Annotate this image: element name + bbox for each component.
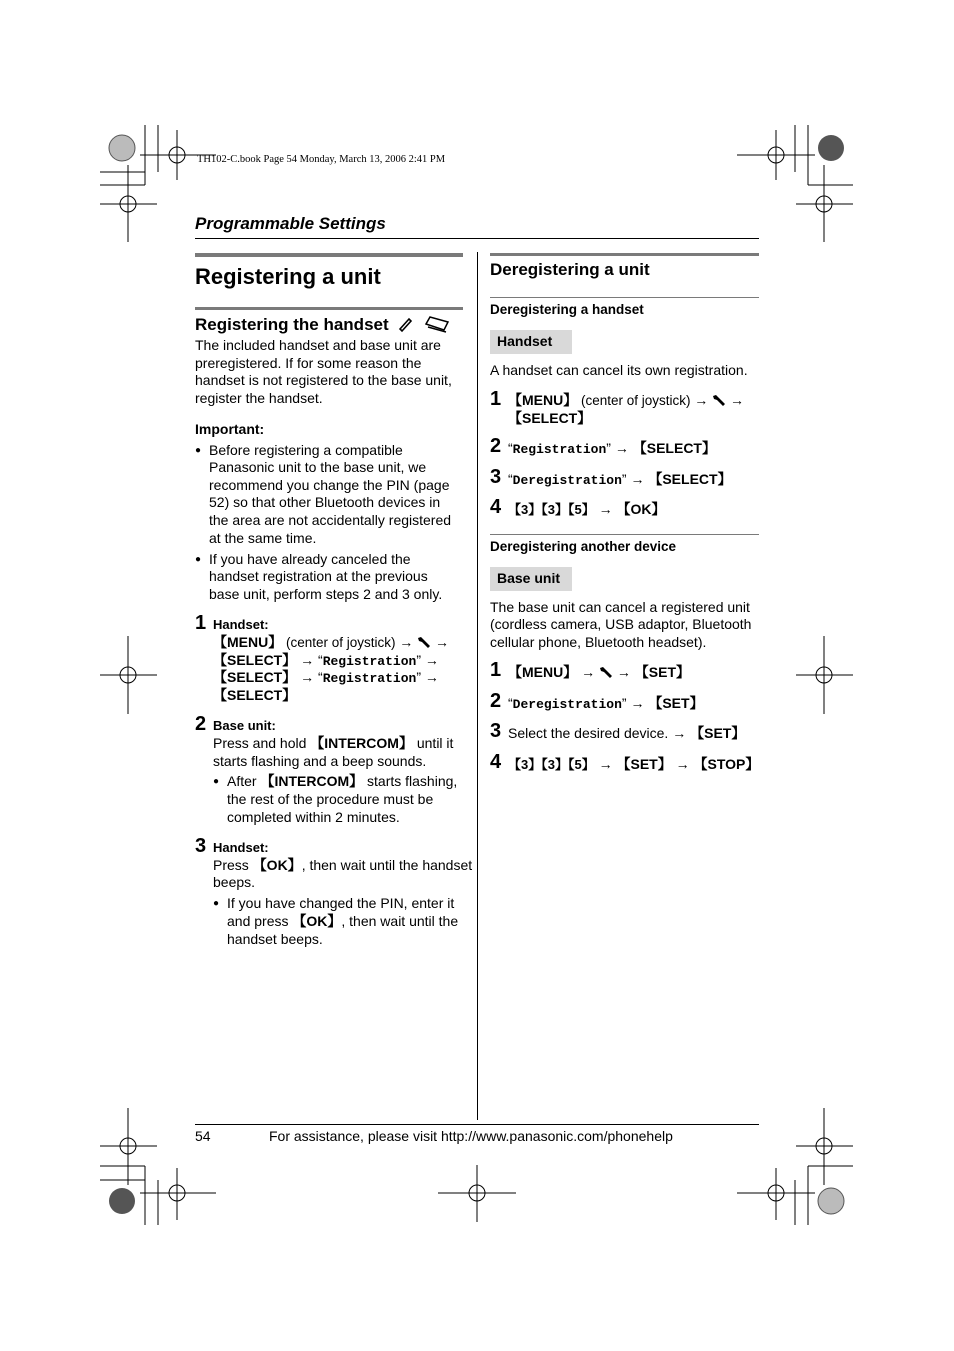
open-quote: “ [508,440,513,456]
subsection-title: Deregistering a handset [490,302,644,317]
center-text: (center of joystick) [577,393,695,408]
menu-key: 【MENU】 [508,392,578,408]
step1-line-4 [213,687,296,705]
step-label: Base unit: [213,718,276,733]
text: After [227,773,261,789]
arrow-icon: → [300,652,315,668]
step-number: 3 [195,835,207,857]
select-key: 【SELECT】 [508,410,592,426]
step3-line-1 [213,857,472,875]
arrow-icon: → [730,392,745,408]
bullet-icon: ● [213,898,220,909]
keypad-keys: 【3】【3】【5】 [508,757,595,772]
menu-item-registration: Registration [322,654,417,669]
b-step3 [508,725,745,743]
h-step4 [508,501,665,519]
arrow-icon: → [399,634,414,650]
close-quote: ” [621,695,627,711]
b-step4 [508,756,759,774]
important-1-line-5: the area are not accidentally registered [209,512,452,528]
step3-bullet-line-3: handset beeps. [227,931,323,947]
arrow-icon: → [598,501,613,517]
step-number: 4 [490,751,502,773]
b-step2 [508,695,704,714]
page-number: 54 [195,1128,211,1144]
menu-item-registration: Registration [512,442,607,457]
intercom-key: 【INTERCOM】 [260,773,364,789]
subsection-title: Deregistering another device [490,539,677,554]
intro-line-2: preregistered. If for some reason the [195,355,422,371]
open-quote: “ [508,695,513,711]
menu-item-registration: Registration [322,671,417,686]
important-1-line-2: Panasonic unit to the base unit, we [209,459,427,475]
step2-bullet-line-2: the rest of the procedure must be [227,791,434,807]
section-title: Deregistering a unit [490,260,650,279]
close-quote: ” [606,440,611,456]
ok-key: 【OK】 [252,857,302,873]
h-step2 [508,440,716,459]
step2-line-2: starts flashing and a beep sounds. [213,753,427,769]
step-number: 1 [490,388,502,410]
step2-bullet-line-3: completed within 2 minutes. [227,809,400,825]
important-2-line-3: base unit, perform steps 2 and 3 only. [209,586,443,602]
arrow-icon: → [424,652,439,668]
intro-line-3: handset is not registered to the base unit, [195,372,452,388]
arrow-icon: → [424,669,439,685]
ok-key: 【OK】 [616,501,666,517]
menu-key: 【MENU】 [508,664,578,680]
step-number: 3 [490,720,502,742]
arrow-icon: → [614,440,629,456]
important-2-line-2: handset registration at the previous [209,568,428,584]
important-label: Important: [195,421,265,437]
step-number: 2 [490,690,502,712]
step-number: 2 [490,435,502,457]
keypad-keys: 【3】【3】【5】 [508,502,595,517]
important-1-line-4: 52) so that other Bluetooth devices in [209,494,441,510]
arrow-icon: → [694,392,709,408]
text: Press [213,857,253,873]
arrow-icon: → [672,725,687,741]
handset-tag: Handset [490,330,572,354]
close-quote: ” [621,471,627,487]
step3-bullet-line-1: If you have changed the PIN, enter it [227,895,455,911]
step2-bullet-line-1 [227,773,457,791]
set-key: 【SET】 [648,695,704,711]
running-head: Programmable Settings [195,214,386,233]
page-title: Registering a unit [195,264,381,289]
step2-line-1 [213,735,453,753]
open-quote: “ [318,669,323,685]
subtitle-rule [195,307,463,310]
intro-line-1: The included handset and base unit are [195,337,441,353]
arrow-icon: → [435,634,450,650]
bullet-icon: ● [195,554,202,565]
column-divider [477,252,478,1120]
book-header: TH102-C.book Page 54 Monday, March 13, 2006 2:41 PM [197,154,446,165]
important-2-line-1: If you have already canceled the [209,551,411,567]
title-rule [195,253,463,257]
select-key: 【SELECT】 [213,669,297,685]
b-step1 [508,664,690,682]
section-subtitle [195,314,440,335]
step-number: 1 [195,612,207,634]
sub-rule [490,534,759,535]
step-label: Handset: [213,840,269,855]
close-quote: ” [416,669,421,685]
text: , then wait until the [341,913,459,929]
arrow-icon: → [598,756,613,772]
step-number: 1 [490,659,502,681]
open-quote: “ [508,471,513,487]
wrench-icon [599,666,613,678]
step-label: Handset: [213,617,269,632]
wrench-icon [417,636,431,648]
set-key: 【SET】 [690,725,746,741]
step-number: 4 [490,496,502,518]
footer-text: For assistance, please visit http://www.panasonic.com/phonehelp [269,1128,673,1144]
right-title-rule [490,253,759,256]
open-quote: “ [318,652,323,668]
intro-line-4: register the handset. [195,390,323,406]
step1-line-1 [213,634,449,652]
intercom-key: 【INTERCOM】 [310,735,413,751]
step1-line-2 [213,652,439,671]
h-step1-line-2 [508,410,591,428]
base-desc-line-1: The base unit can cancel a registered unit [490,599,750,615]
bullet-icon: ● [195,445,202,456]
ok-key: 【OK】 [292,913,342,929]
wrench-icon [712,394,726,406]
arrow-icon: → [616,664,631,680]
h-step1-line-1 [508,392,744,410]
arrow-icon: → [300,669,315,685]
base-unit-tag: Base unit [490,567,572,591]
arrow-icon: → [581,664,596,680]
sub-rule [490,297,759,298]
step1-line-3 [213,669,439,688]
center-text: (center of joystick) [282,635,400,650]
handset-desc: A handset can cancel its own registration. [490,362,748,378]
subtitle-text: Registering the handset [195,315,389,334]
arrow-icon: → [675,756,690,772]
text: until it [412,735,454,751]
menu-item-deregistration: Deregistration [512,697,622,712]
select-key: 【SELECT】 [648,471,732,487]
text: and press [227,913,293,929]
close-quote: ” [416,652,421,668]
select-key: 【SELECT】 [213,652,297,668]
important-1-line-3: recommend you change the PIN (page [209,477,450,493]
menu-item-deregistration: Deregistration [512,473,622,488]
important-1-line-6: at the same time. [209,530,317,546]
set-key: 【SET】 [616,756,672,772]
set-key: 【SET】 [634,664,691,680]
text: starts flashing, [363,773,458,789]
base-desc-line-2: (cordless camera, USB adaptor, Bluetooth [490,616,752,632]
step3-line-2: beeps. [213,874,256,890]
stop-key: 【STOP】 [693,756,760,772]
bullet-icon: ● [213,776,220,787]
important-1-line-1: Before registering a compatible [209,442,403,458]
footer-rule [195,1124,759,1125]
handset-icon [397,316,413,332]
h-step3 [508,471,732,490]
text: , then wait until the handset [301,857,473,873]
select-key: 【SELECT】 [213,687,297,703]
arrow-icon: → [630,695,645,711]
text: Select the desired device. [508,725,673,741]
arrow-icon: → [630,471,645,487]
step-number: 2 [195,713,207,735]
step-number: 3 [490,466,502,488]
base-unit-icon [424,316,450,332]
header-rule [195,238,759,239]
text: Press and hold [213,735,311,751]
base-desc-line-3: cellular phone, Bluetooth headset). [490,634,707,650]
menu-key: 【MENU】 [213,634,283,650]
select-key: 【SELECT】 [632,440,716,456]
step3-bullet-line-2 [227,913,458,931]
